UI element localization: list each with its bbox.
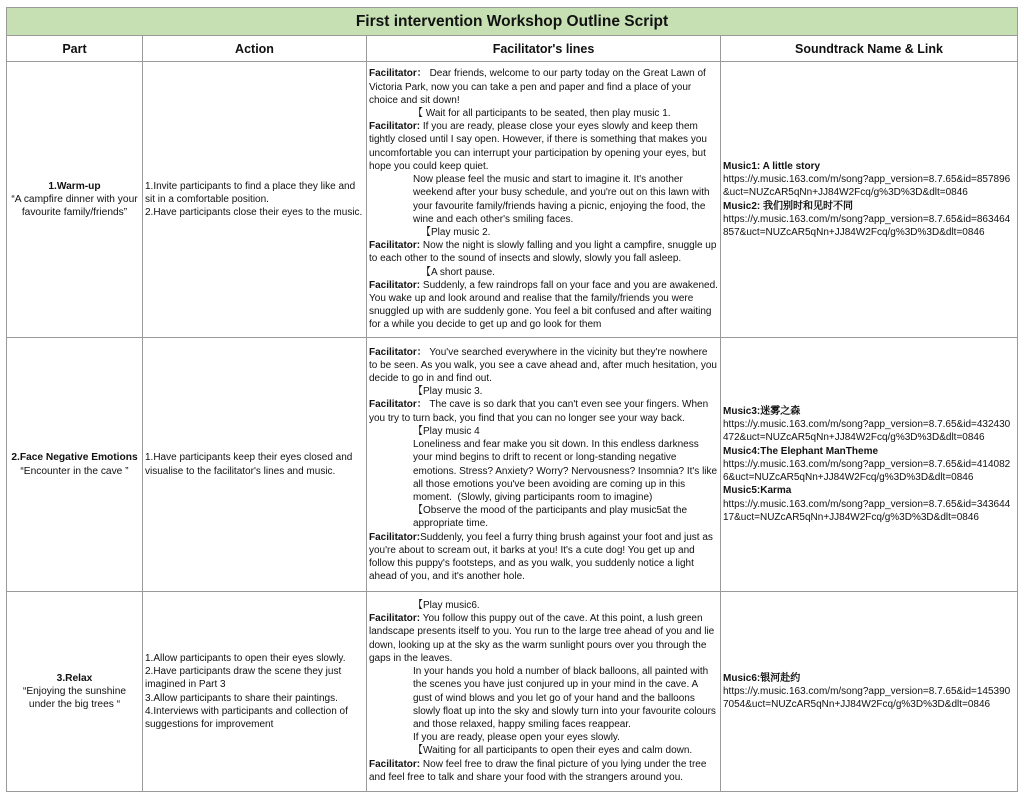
line-text: Now please feel the music and start to imagine it. It's another weekend after your busy schedule, and you're out on this lawn with your favourite family/friends having a picnic, enjoying the food, the wine and each other's smiling faces.	[413, 174, 710, 225]
line-text: Now the night is slowly falling and you light a campfire, snuggle up to each other to the sound of insects and slowly, slowly you fall asleep.	[369, 240, 717, 265]
table-row-face-negative-emotions	[7, 338, 1018, 592]
line-paragraph	[369, 398, 718, 424]
table-row-relax	[7, 592, 1018, 792]
table-title: First intervention Workshop Outline Script	[7, 8, 1018, 36]
action-item: 2.Have participants draw the scene they just imagined in Part 3	[145, 666, 342, 691]
lines-cell	[367, 592, 721, 792]
action-item: 1.Allow participants to open their eyes slowly.	[145, 652, 346, 664]
line-paragraph: If you are ready, please open your eyes slowly.	[413, 732, 620, 744]
line-paragraph	[369, 279, 718, 332]
line-paragraph	[369, 346, 718, 386]
speaker-label: Facilitator:	[369, 531, 421, 543]
line-text: The cave is so dark that you can't even see your fingers. When you try to turn back, you find that you can no longer see your way back.	[369, 399, 709, 424]
header-part: Part	[7, 36, 143, 62]
music-name: Music1: A little story	[723, 160, 821, 172]
music-link[interactable]: https://y.music.163.com/m/song?app_version=8.7.65&id=34364417&uct=NUZcAR5qNn+JJ84W2Fcq/g%3D%3D&dlt=0846	[723, 498, 1011, 523]
soundtrack-cell	[721, 592, 1018, 792]
header-facilitator-lines: Facilitator's lines	[367, 36, 721, 62]
action-cell	[143, 592, 367, 792]
line-text: You've searched everywhere in the vicinity but they're nowhere to be seen. As you walk, you see a cave ahead and, after much hesitation, you decide to go in and find out.	[369, 346, 717, 385]
line-paragraph: 【 Wait for all participants to be seated, then play music 1.	[413, 108, 671, 120]
line-text: Suddenly, you feel a furry thing brush against your foot and just as you're about to scream out, it barks at you! It's a cute dog! You get up and follow this puppy's footsteps, and as you walk, you suddenly notice a light ahead of you, and it's another hole.	[369, 531, 713, 583]
action-cell	[143, 338, 367, 592]
line-paragraph	[369, 67, 718, 107]
line-text: Dear friends, welcome to our party today on the Great Lawn of Victoria Park, now you can take a pen and paper and find a place of your choice and sit down!	[369, 68, 706, 106]
music-name: Music6:银河赴约	[723, 672, 801, 684]
line-paragraph: 【Play music 4	[413, 425, 480, 437]
part-cell	[7, 338, 143, 592]
part-cell	[7, 592, 143, 792]
speaker-label: Facilitator:	[369, 279, 421, 291]
line-paragraph	[369, 120, 718, 173]
music-name: Music5:Karma	[723, 485, 792, 497]
line-text: If you are ready, please close your eyes slowly and keep them tightly closed until I say open. However, if there is something that makes you uncomfortable you can interrupt your participation by opening your eyes, but hope you could keep quiet.	[369, 121, 707, 172]
speaker-label: Facilitator:	[369, 758, 421, 770]
part-cell	[7, 62, 143, 338]
speaker-label: Facilitator：	[369, 68, 427, 80]
part-name: 2.Face Negative Emotions	[11, 452, 138, 464]
action-cell	[143, 62, 367, 338]
action-item: 1.Have participants keep their eyes closed and visualise to the facilitator's lines and music.	[145, 452, 353, 477]
part-name: 1.Warm-up	[48, 180, 101, 192]
line-text: Now feel free to draw the final picture of you lying under the tree and feel free to talk and share your food with the strangers around you.	[369, 758, 707, 783]
music-link[interactable]: https://y.music.163.com/m/song?app_version=8.7.65&id=857896&uct=NUZcAR5qNn+JJ84W2Fcq/g%3D%3D&dlt=0846	[723, 174, 1011, 199]
action-item: 1.Invite participants to find a place they like and sit in a comfortable position.	[145, 180, 356, 205]
speaker-label: Facilitator:	[369, 240, 421, 252]
speaker-label: Facilitator:	[369, 613, 421, 625]
music-name: Music2: 我们别时和见时不同	[723, 200, 854, 212]
action-item: 4.Interviews with participants and collection of suggestions for improvement	[145, 705, 348, 730]
line-paragraph: 【Waiting for all participants to open their eyes and calm down.	[413, 745, 693, 757]
action-item: 2.Have participants close their eyes to the music.	[145, 207, 363, 219]
music-name: Music4:The Elephant ManTheme	[723, 445, 879, 457]
line-paragraph: 【A short pause.	[421, 266, 495, 278]
action-item: 3.Allow participants to share their paintings.	[145, 692, 338, 704]
speaker-label: Facilitator：	[369, 346, 427, 358]
soundtrack-cell	[721, 62, 1018, 338]
line-text: Suddenly, a few raindrops fall on your face and you are awakened. You wake up and look around and realise that the family/friends you were snuggled up with are suddenly gone. You feel a bit confused and after waiting for a while you decide to get up and go look for them	[369, 279, 718, 331]
line-paragraph	[369, 173, 718, 226]
line-paragraph	[369, 758, 718, 784]
line-paragraph: 【Play music 2.	[421, 226, 491, 238]
music-link[interactable]: https://y.music.163.com/m/song?app_version=8.7.65&id=432430472&uct=NUZcAR5qNn+JJ84W2Fcq/g%3D%3D&dlt=0846	[723, 419, 1011, 444]
outline-table-sheet	[6, 7, 1017, 792]
music-name: Music3:迷雾之森	[723, 406, 801, 418]
music-link[interactable]: https://y.music.163.com/m/song?app_version=8.7.65&id=863464857&uct=NUZcAR5qNn+JJ84W2Fcq/g%3D%3D&dlt=0846	[723, 213, 1011, 238]
table-row-warm-up	[7, 62, 1018, 338]
speaker-label: Facilitator：	[369, 399, 427, 411]
soundtrack-cell	[721, 338, 1018, 592]
line-paragraph: Loneliness and fear make you sit down. In this endless darkness your mind begins to drift to recent or long-standing negative emotions. Stress? Anxiety? Worry? Nervousness? Insomnia? It's like all those emotions you've been avoiding are coming up in this moment. (Slowly, giving participants room to imagine)	[413, 439, 718, 503]
music-link[interactable]: https://y.music.163.com/m/song?app_version=8.7.65&id=1453907054&uct=NUZcAR5qNn+JJ84W2Fcq/g%3D%3D&dlt=0846	[723, 685, 1011, 711]
lines-cell	[367, 338, 721, 592]
lines-cell	[367, 62, 721, 338]
part-subtitle: “Enjoying the sunshine under the big trees “	[22, 685, 127, 711]
header-soundtrack: Soundtrack Name & Link	[721, 36, 1018, 62]
speaker-label: Facilitator:	[369, 121, 421, 133]
part-subtitle: “A campfire dinner with your favourite family/friends”	[11, 193, 138, 219]
music-link[interactable]: https://y.music.163.com/m/song?app_version=8.7.65&id=4140826&uct=NUZcAR5qNn+JJ84W2Fcq/g%3D%3D&dlt=0846	[723, 458, 1011, 484]
line-paragraph: In your hands you hold a number of black balloons, all painted with the scenes you have just conjured up in your mind in the cave. A gust of wind blows and you let go of your hand and the balloons slowly float up into the sky and slowly turn into your favourite colours and those relaxed, happy smiling faces reappear.	[413, 666, 716, 730]
line-paragraph	[369, 531, 718, 584]
part-subtitle: “Encounter in the cave ”	[20, 465, 129, 477]
line-paragraph	[369, 612, 718, 665]
part-name: 3.Relax	[56, 672, 93, 684]
header-action: Action	[143, 36, 367, 62]
line-paragraph	[369, 239, 718, 265]
outline-table	[6, 7, 1018, 792]
line-paragraph: 【Play music 3.	[413, 386, 483, 398]
line-paragraph: 【Observe the mood of the participants and play music5at the appropriate time.	[413, 505, 688, 530]
line-paragraph: 【Play music6.	[413, 600, 480, 612]
line-text: You follow this puppy out of the cave. At this point, a lush green landscape presents itself to you. You run to the large tree ahead of you and lie down, looking up at the sky as the warm sunlight pours over you through the gaps in the leaves.	[369, 613, 715, 664]
